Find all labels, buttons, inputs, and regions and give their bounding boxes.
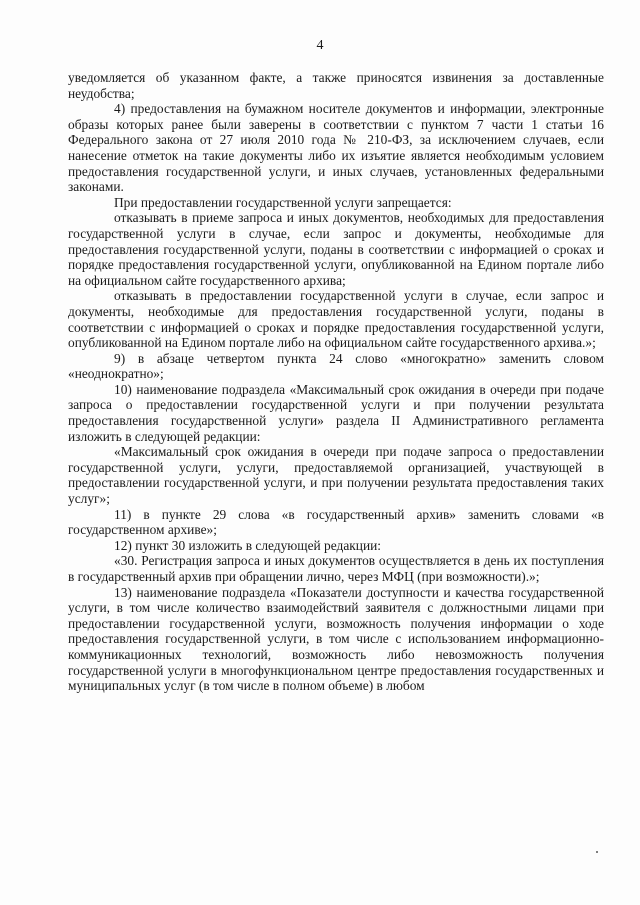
document-body xyxy=(68,70,604,694)
page-number: 4 xyxy=(316,38,324,53)
paragraph-item-13: 13) наименование подраздела «Показатели доступности и качества государственной услуги, в том числе количество взаимодействий заявителя с должностными лицами при предоставлении государственной услуги, возможность получения информации о ходе предоставления государственной услуги, в том числе с использованием информационно-коммуникационных технологий, возможность либо невозможность получения государственной услуги в многофункциональном центре предоставления государственных и муниципальных услуг (в том числе в полном объеме) в любом xyxy=(68,584,604,694)
paragraph-prohibition-2: отказывать в предоставлении государственной услуги в случае, если запрос и документы, необходимые для предоставления государственной услуги, поданы в соответствии с информацией о сроках и порядке предоставления государственной услуги, опубликованной на Едином портале либо на официальном сайте государственного архива.»; xyxy=(68,288,604,351)
scan-speck xyxy=(596,851,598,853)
paragraph-item-9: 9) в абзаце четвертом пункта 24 слово «многократно» заменить словом «неоднократно»; xyxy=(68,350,604,382)
paragraph-item-12-quote: «30. Регистрация запроса и иных документов осуществляется в день их поступления в государственный архив при обращении лично, через МФЦ (при возможности).»; xyxy=(68,553,604,584)
paragraph-item-11: 11) в пункте 29 слова «в государственный архив» заменить словами «в государственном архиве»; xyxy=(68,506,604,538)
paragraph-prohibition-1: отказывать в приеме запроса и иных документов, необходимых для предоставления государственной услуги в случае, если запрос и документы, необходимые для предоставления государственной услуги, поданы в соответствии с информацией о сроках и порядке предоставления государственной услуги, опубликованной на Едином портале либо на официальном сайте государственного архива; xyxy=(68,210,604,288)
paragraph-item-10-quote: «Максимальный срок ожидания в очереди при подаче запроса о предоставлении государственной услуги, услуги, предоставляемой организацией, участвующей в предоставлении государственной услуги, и при получении результата предоставления таких услуг»; xyxy=(68,444,604,507)
paragraph-continuation: уведомляется об указанном факте, а также приносятся извинения за доставленные неудобства; xyxy=(68,70,604,101)
paragraph-item-10: 10) наименование подраздела «Максимальный срок ожидания в очереди при подаче запроса о предоставлении государственной услуги и при получении результата предоставления государственной услуги» раздела II Административного регламента изложить в следующей редакции: xyxy=(68,381,604,444)
paragraph-item-4: 4) предоставления на бумажном носителе документов и информации, электронные образы которых ранее были заверены в соответствии с пунктом 7 части 1 статьи 16 Федерального закона от 27 июля 2010 года № 210-ФЗ, за исключением случаев, если нанесение отметок на такие документы либо их изъятие является необходимым условием предоставления государственной услуги, и иных случаев, установленных федеральными законами. xyxy=(68,101,604,195)
paragraph-prohibition-intro: При предоставлении государственной услуги запрещается: xyxy=(114,194,452,210)
paragraph-item-12: 12) пункт 30 изложить в следующей редакции: xyxy=(114,537,382,553)
